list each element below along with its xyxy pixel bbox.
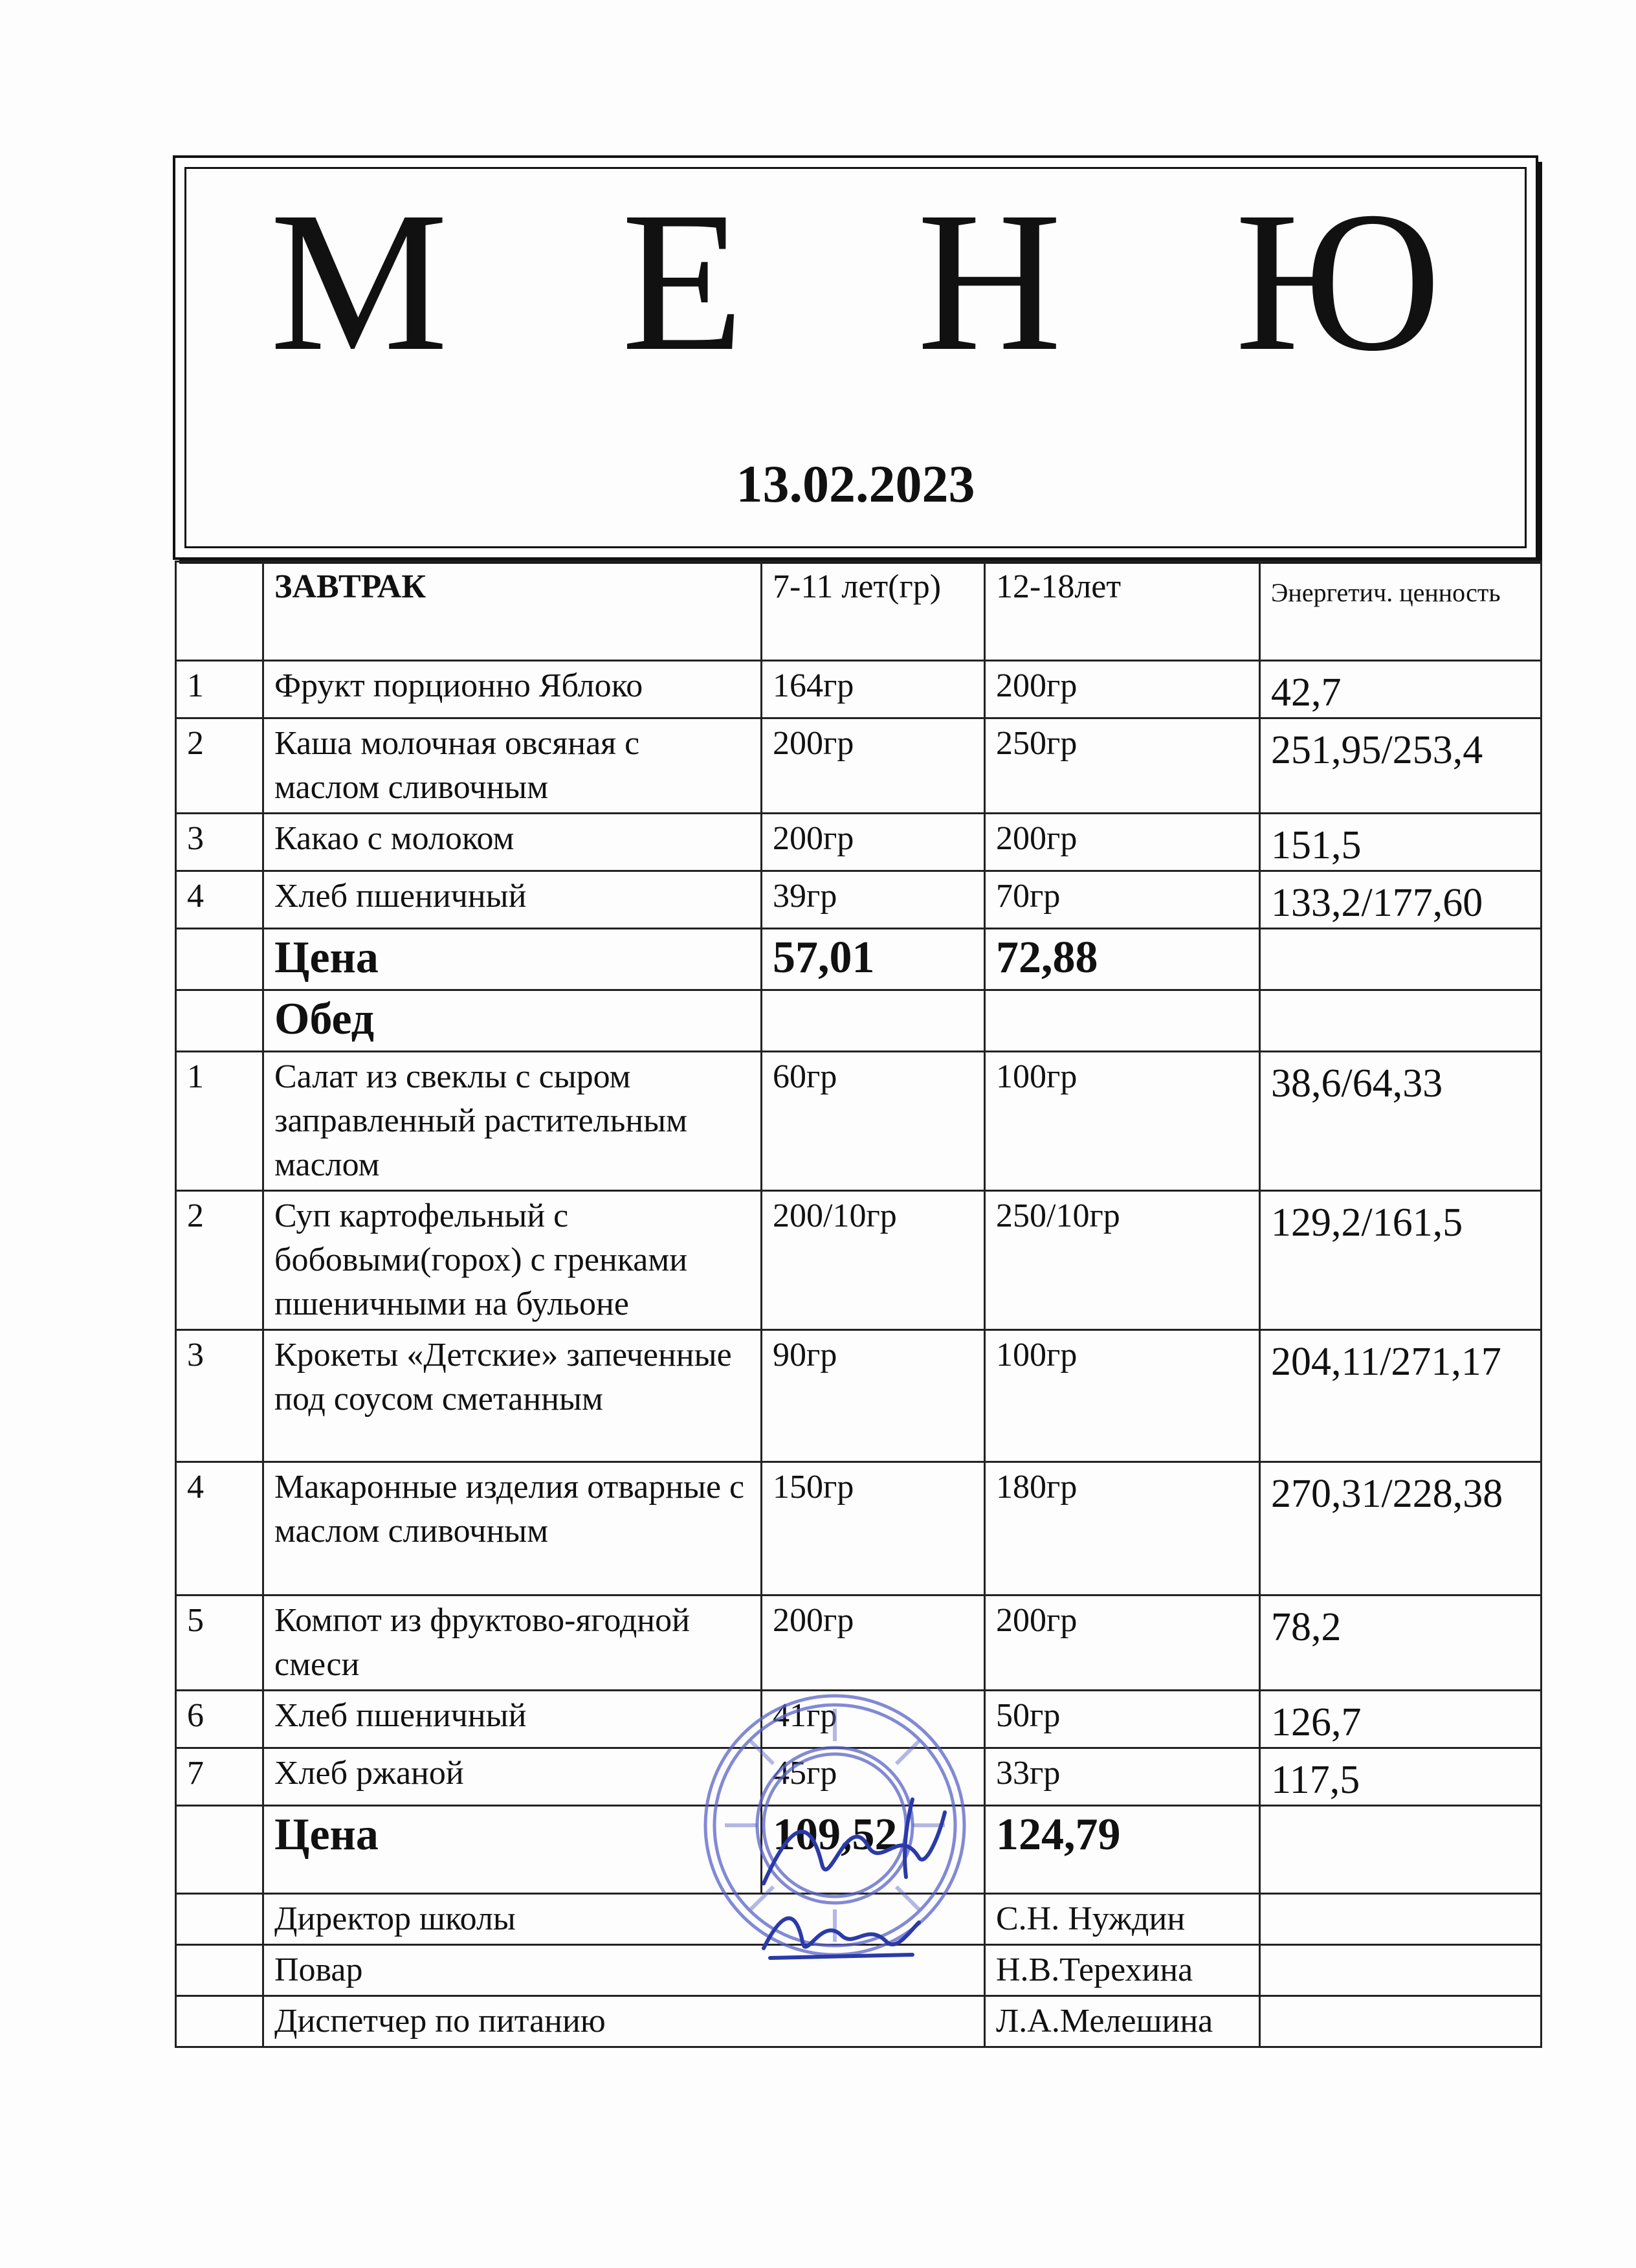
- item-name: Хлеб пшеничный: [263, 1691, 762, 1748]
- signature-name: Л.А.Мелешина: [985, 1996, 1260, 2047]
- item-energy: 133,2/177,60: [1260, 871, 1542, 929]
- item-energy: 129,2/161,5: [1260, 1191, 1542, 1330]
- item-name: Макаронные изделия отварные с маслом сливочным: [263, 1462, 762, 1595]
- item-energy: 270,31/228,38: [1260, 1462, 1542, 1595]
- table-row: [176, 1462, 1542, 1595]
- item-number: 6: [176, 1691, 263, 1748]
- table-row: [176, 1052, 1542, 1191]
- item-energy: 126,7: [1260, 1691, 1542, 1748]
- item-number: 7: [176, 1748, 263, 1806]
- table-row: [176, 1595, 1542, 1691]
- item-number: 1: [176, 661, 263, 718]
- title-box: [173, 155, 1538, 560]
- item-weight-age1: 164гр: [762, 661, 985, 718]
- signature-row: [176, 1894, 1542, 1945]
- title-inner-frame: [184, 167, 1527, 548]
- lunch-price-row: [176, 1806, 1542, 1894]
- column-age1: 7-11 лет(гр): [762, 562, 985, 661]
- item-weight-age2: 250гр: [985, 718, 1260, 814]
- empty-cell: [1260, 1996, 1542, 2047]
- price-label: Цена: [263, 1806, 762, 1894]
- item-name: Фрукт порционно Яблоко: [263, 661, 762, 718]
- item-energy: 251,95/253,4: [1260, 718, 1542, 814]
- empty-cell: [176, 990, 263, 1052]
- item-number: 5: [176, 1595, 263, 1691]
- empty-cell: [1260, 1945, 1542, 1996]
- empty-cell: [176, 1996, 263, 2047]
- table-row: [176, 1330, 1542, 1462]
- item-weight-age1: 39гр: [762, 871, 985, 929]
- breakfast-header-row: [176, 562, 1542, 661]
- breakfast-price-row: [176, 929, 1542, 990]
- item-name: Крокеты «Детские» запеченные под соусом сметанным: [263, 1330, 762, 1462]
- empty-cell: [176, 1945, 263, 1996]
- item-weight-age2: 200гр: [985, 1595, 1260, 1691]
- signature-name: Н.В.Терехина: [985, 1945, 1260, 1996]
- price-age2: 124,79: [985, 1806, 1260, 1894]
- lunch-header-row: [176, 990, 1542, 1052]
- item-name: Хлеб ржаной: [263, 1748, 762, 1806]
- signature-name: С.Н. Нуждин: [985, 1894, 1260, 1945]
- item-weight-age2: 33гр: [985, 1748, 1260, 1806]
- item-weight-age1: 200гр: [762, 1595, 985, 1691]
- item-weight-age2: 250/10гр: [985, 1191, 1260, 1330]
- item-name: Каша молочная овсяная с маслом сливочным: [263, 718, 762, 814]
- item-weight-age1: 150гр: [762, 1462, 985, 1595]
- signature-row: [176, 1996, 1542, 2047]
- breakfast-label: ЗАВТРАК: [263, 562, 762, 661]
- menu-table: [175, 561, 1542, 2048]
- item-number: 4: [176, 871, 263, 929]
- item-energy: 78,2: [1260, 1595, 1542, 1691]
- column-age2: 12-18лет: [985, 562, 1260, 661]
- empty-cell: [1260, 1806, 1542, 1894]
- lunch-label: Обед: [263, 990, 762, 1052]
- signature-role: Директор школы: [263, 1894, 985, 1945]
- empty-cell: [176, 1806, 263, 1894]
- item-name: Какао с молоком: [263, 814, 762, 871]
- item-weight-age2: 200гр: [985, 661, 1260, 718]
- item-number: 2: [176, 718, 263, 814]
- item-weight-age1: 60гр: [762, 1052, 985, 1191]
- item-number: 4: [176, 1462, 263, 1595]
- empty-cell: [1260, 929, 1542, 990]
- price-age1: 57,01: [762, 929, 985, 990]
- empty-cell: [1260, 1894, 1542, 1945]
- item-weight-age2: 180гр: [985, 1462, 1260, 1595]
- empty-cell: [762, 990, 985, 1052]
- item-weight-age1: 41гр: [762, 1691, 985, 1748]
- signature-role: Диспетчер по питанию: [263, 1996, 985, 2047]
- empty-cell: [176, 562, 263, 661]
- item-name: Компот из фруктово-ягодной смеси: [263, 1595, 762, 1691]
- item-energy: 204,11/271,17: [1260, 1330, 1542, 1462]
- item-number: 1: [176, 1052, 263, 1191]
- empty-cell: [176, 929, 263, 990]
- signature-role: Повар: [263, 1945, 985, 1996]
- item-weight-age1: 200гр: [762, 718, 985, 814]
- item-weight-age2: 50гр: [985, 1691, 1260, 1748]
- empty-cell: [985, 990, 1260, 1052]
- item-weight-age2: 100гр: [985, 1052, 1260, 1191]
- table-row: [176, 718, 1542, 814]
- item-energy: 42,7: [1260, 661, 1542, 718]
- price-age1: 109,52: [762, 1806, 985, 1894]
- item-weight-age1: 90гр: [762, 1330, 985, 1462]
- table-row: [176, 1191, 1542, 1330]
- item-weight-age2: 70гр: [985, 871, 1260, 929]
- item-number: 3: [176, 814, 263, 871]
- item-weight-age1: 200/10гр: [762, 1191, 985, 1330]
- table-row: [176, 1691, 1542, 1748]
- column-energy: Энергетич. ценность: [1260, 562, 1542, 661]
- table-row: [176, 814, 1542, 871]
- item-weight-age1: 200гр: [762, 814, 985, 871]
- table-row: [176, 871, 1542, 929]
- item-energy: 38,6/64,33: [1260, 1052, 1542, 1191]
- item-name: Суп картофельный с бобовыми(горох) с гренками пшеничными на бульоне: [263, 1191, 762, 1330]
- empty-cell: [176, 1894, 263, 1945]
- item-weight-age1: 45гр: [762, 1748, 985, 1806]
- item-energy: 151,5: [1260, 814, 1542, 871]
- item-number: 3: [176, 1330, 263, 1462]
- menu-date: 13.02.2023: [736, 454, 975, 513]
- item-energy: 117,5: [1260, 1748, 1542, 1806]
- item-number: 2: [176, 1191, 263, 1330]
- signature-row: [176, 1945, 1542, 1996]
- page-title: М Е Н Ю: [270, 171, 1503, 393]
- table-row: [176, 661, 1542, 718]
- table-row: [176, 1748, 1542, 1806]
- item-weight-age2: 100гр: [985, 1330, 1260, 1462]
- item-weight-age2: 200гр: [985, 814, 1260, 871]
- empty-cell: [1260, 990, 1542, 1052]
- item-name: Салат из свеклы с сыром заправленный растительным маслом: [263, 1052, 762, 1191]
- price-age2: 72,88: [985, 929, 1260, 990]
- item-name: Хлеб пшеничный: [263, 871, 762, 929]
- price-label: Цена: [263, 929, 762, 990]
